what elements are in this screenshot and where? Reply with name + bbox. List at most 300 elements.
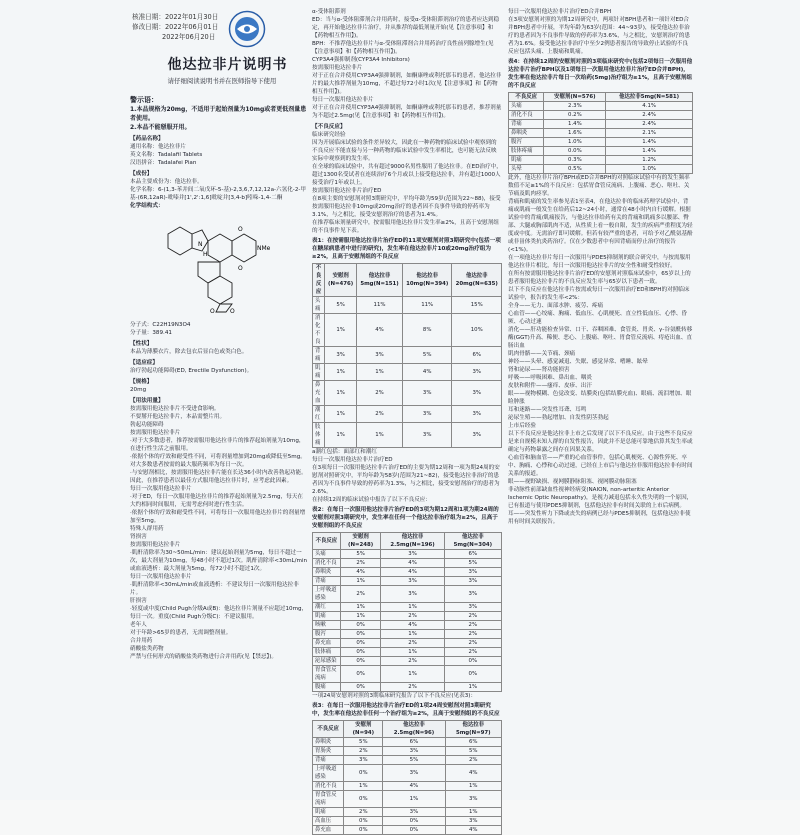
- dosage-line: 不要掰开他达拉非片，本品需整片用。: [130, 414, 226, 420]
- table-cell: 2%: [340, 586, 381, 603]
- composition-heading: 【成份】: [130, 171, 153, 177]
- table-row: [313, 347, 502, 364]
- text-line: 按需服用他达拉非片: [312, 65, 363, 71]
- table-cell: 鼻充血: [313, 826, 344, 835]
- text-line: 肌肉骨骼——关节痛、颈痛: [508, 351, 576, 357]
- table-cell: 消化不良: [313, 314, 325, 347]
- table-row: [313, 612, 502, 621]
- indication-heading: 【适应症】: [130, 360, 158, 366]
- table-cell: 消化不良: [313, 782, 344, 791]
- text-line: 以下不良反应在他达拉非片按需或每日一次服用治疗ED和BPH的对照临床试验中，报告的发生率<2%：: [508, 287, 690, 301]
- table-cell: 0%: [383, 817, 445, 826]
- table-row: [313, 577, 502, 586]
- table-cell: 2%: [444, 621, 501, 630]
- text-line: 在3项每日一次服用他达拉非片治疗ED的主要为期12周和一项为期24周的安慰剂对照研究中，平均年龄为58岁(范围为21~82)，接受他达拉非治疗的患者因为不良事件导致的停药率为1.3%，与之相比，接受安慰剂治疗的患者为2.6%。: [312, 465, 500, 495]
- table-cell: 1%: [344, 782, 383, 791]
- dosage-line: 每日一次服用他达拉非片: [130, 486, 192, 492]
- table-row: [313, 657, 502, 666]
- table-cell: 3%: [444, 603, 501, 612]
- table-cell: 胃食管反流病: [313, 666, 341, 683]
- dosage-line: 硝酸盐类药物: [130, 646, 164, 652]
- svg-text:H: H: [203, 251, 208, 258]
- table-cell: 鼻充血: [313, 381, 325, 406]
- table-cell: 3%: [444, 586, 501, 603]
- adverse-text: [312, 131, 502, 235]
- table-cell: 4%: [340, 568, 381, 577]
- table-row: [313, 666, 502, 683]
- text-line: 眼——视野缺损、视网膜静脉阻塞、视网膜动脉阻塞: [508, 479, 637, 485]
- adverse-table-2: [312, 532, 502, 692]
- table-cell: 2%: [445, 756, 501, 765]
- table-cell: 4%: [383, 782, 445, 791]
- dosage-line: 肾损害: [130, 534, 147, 540]
- table-cell: 咳嗽: [313, 621, 341, 630]
- table-cell: 1%: [357, 364, 403, 381]
- otc-logo-icon: [228, 10, 266, 48]
- table-cell: 4%: [445, 826, 501, 835]
- table-cell: 3%: [445, 817, 501, 826]
- table-cell: 0%: [344, 791, 383, 808]
- table-row: [313, 297, 502, 314]
- table-cell: 1%: [445, 782, 501, 791]
- table-cell: 上呼吸道感染: [313, 765, 344, 782]
- table2-note: 一项24周安慰剂对照的3期临床研究报告了以下不良反应(见表3)：: [312, 693, 477, 699]
- table-cell: 2%: [340, 559, 381, 568]
- text-line: 在推荐临床剂量研究中，按需服用他达拉非片发生率≥2%，且高于安慰剂组的不良事件见下表。: [312, 220, 499, 234]
- table-row: [313, 314, 502, 347]
- table-cell: 4%: [381, 568, 444, 577]
- table-cell: 2.3%: [544, 102, 606, 111]
- table-cell: 1%: [340, 577, 381, 586]
- table-cell: 0%: [383, 826, 445, 835]
- chemical-structure-icon: [158, 214, 271, 315]
- approval-dates: [132, 12, 218, 42]
- table-row: [313, 817, 502, 826]
- table-row: [313, 791, 502, 808]
- text-line: BPH：不推荐他达拉非片与α-受体阻滞剂合并用药治疗良性前列腺增生(见【注意事项】和【药物相互作用】)。: [312, 41, 494, 55]
- warning-heading: 警示语：: [130, 96, 158, 104]
- dosage-line: ·依据个体的疗效和耐受性不同，可将剂量增加到20mg或降低至5mg。对大多数患者按需的最大服药频率为每日一次。: [130, 454, 306, 468]
- table-cell: 泌尿感染: [313, 657, 341, 666]
- text-line: 上市后经验: [508, 423, 536, 429]
- table-cell: 0%: [444, 666, 501, 683]
- table-cell: 4%: [381, 621, 444, 630]
- table-cell: 4%: [357, 314, 403, 347]
- table-row: [509, 120, 693, 129]
- table-cell: 鼻咽炎: [509, 129, 544, 138]
- table-row: [509, 138, 693, 147]
- table-cell: 2%: [444, 648, 501, 657]
- column-2-top-text: [312, 8, 502, 120]
- dosage-line: 特殊人群用药: [130, 526, 164, 532]
- table-cell: 2%: [381, 639, 444, 648]
- table-cell: 5%: [325, 297, 357, 314]
- table-row: [313, 630, 502, 639]
- table-cell: 背痛: [313, 347, 325, 364]
- table-cell: 2%: [381, 683, 444, 692]
- table-row: [313, 648, 502, 657]
- text-line: 心血管——心绞痛、胸痛、低血压、心肌梗死、直立性低血压、心悸、昏厥、心动过速: [508, 311, 688, 325]
- table-header-row: [313, 264, 502, 297]
- table-cell: 2%: [344, 747, 383, 756]
- table-header-row: [313, 533, 502, 550]
- table-cell: 腹痛: [313, 683, 341, 692]
- table1-caption: 表1：在按需服用他达拉非片治疗ED的11项安慰剂对照3期研究中(包括一项在糖尿病患者中进行的研究)，发生率在他达拉非片10或20mg治疗组为≥2%，且高于安慰剂组的不良反应: [312, 238, 501, 260]
- table-cell: 0%: [344, 826, 383, 835]
- spec-text: 20mg: [130, 387, 147, 393]
- table-row: [313, 826, 502, 835]
- table-cell: 0%: [340, 639, 381, 648]
- adverse-table-1: [312, 263, 502, 448]
- table-cell: 0%: [344, 765, 383, 782]
- table-cell: 3%: [381, 586, 444, 603]
- dosage-line: ·肌酐清除率为30~50mL/min：建议起始剂量为5mg，每日不超过一次，最大剂量为10mg，每48小时不超过1次。肌酐清除率<30mL/min或血液透析：最大剂量为5mg，每72小时不超过1次。: [130, 550, 308, 572]
- text-line: 在所有按需服用他达拉非片治疗ED的安慰剂对照临床试验中，65岁以上的患者服用他达拉非片的不良反应发生率与65岁以下患者一致。: [508, 271, 691, 285]
- table-header-cell: 他达拉非10mg(N=394): [402, 264, 452, 297]
- dosage-line: 每日一次服用他达拉非片: [130, 574, 192, 580]
- table-header-cell: 安慰剂(N=248): [340, 533, 381, 550]
- dosage-line: 肝损害: [130, 598, 147, 604]
- text-line: 眼——视物模糊、色觉改变、结膜炎(包括结膜充血)、眼痛、流泪增加、眼睑肿胀: [508, 391, 692, 405]
- table-cell: 腹泻: [313, 630, 341, 639]
- column-2-mid-text: [312, 456, 502, 504]
- dosage-lines: [130, 405, 308, 661]
- document-title: 他达拉非片说明书: [167, 57, 288, 73]
- table-cell: 1%: [325, 381, 357, 406]
- text-line: 皮肤和附件——瘙痒、皮疹、出汗: [508, 383, 592, 389]
- table-cell: 鼻咽炎: [313, 738, 344, 747]
- text-line: 对于正在合并使用CYP3A4强抑制剂，如酮康唑或利托那韦的患者，推荐剂量为不超过2.5mg(见【注意事项】和【药物相互作用】)。: [312, 105, 502, 119]
- text-line: 在一项他达拉非片每日一次服用与PDE5抑制剂的联合研究中，与按需服用他达拉非片相比，每日一次服用他达拉非片的安全性和耐受性较好。: [508, 255, 691, 269]
- text-line: 在3项安慰剂对照的为期12周研究中，两项针对BPH患者和一项针对ED合并BPH患者中开展，平均年龄为63岁(范围：44~93岁)，接受他达拉非治疗的患者因为不良事件导致的停药率为3.6%，与之相比，安慰剂治疗的患者为1.6%。接受他达拉非治疗中至少2例患者报告的导致停止试验的不良反应包括头痛、上腹痛和肌痛。: [508, 17, 691, 55]
- table-cell: 1%: [381, 603, 444, 612]
- text-line: 背痛和肌痛的发生率参见表1至表4，在他达拉非的临床药理学试验中，背痛或肌痛一般发生在给药后12~24小时，通常在48小时内自行缓解。根据试验中的背痛/肌痛报告，与他达拉非给药有关的背痛和肌痛多以腰部、臀部、大腿或胸部肌肉不适，从性质上看一般自限，发生的疾病严重程度为轻度或中度。无需治疗即可缓解。但若有较严重的患者，可给予对乙酰氨基酚或非甾体类抗炎药治疗。仅在少数患者中有因背痛而停止治疗的报告(<1%)。: [508, 199, 693, 253]
- table-cell: 1%: [340, 612, 381, 621]
- table-cell: 15%: [452, 297, 502, 314]
- table-cell: 胃肠炎: [313, 747, 344, 756]
- composition-main: 本品主要成份为：他达拉非。: [130, 179, 203, 185]
- adverse-heading: 【不良反应】: [312, 124, 346, 130]
- table-cell: 6%: [444, 550, 501, 559]
- text-line: 在8项主要的安慰剂对照3期研究中，平均年龄为59岁(范围为22~88)，接受按需服用他达拉非10mg或20mg治疗的患者因不良事件导致的停药率为3.1%，与之相比，接受安慰剂治疗的患者为1.4%。: [312, 196, 501, 218]
- properties-heading: 【性状】: [130, 341, 153, 347]
- column-3-top-text: [508, 8, 693, 56]
- table-cell: 3%: [383, 808, 445, 817]
- table-cell: 头痛: [313, 550, 341, 559]
- table-cell: 4.1%: [606, 102, 693, 111]
- table-row: [313, 364, 502, 381]
- text-line: 非动脉性前部缺血性视神经病变(NAION, non-arteritic Anterior Ischemic Optic Neuropathy)，是视力减退包括永久性失明的一个原因，已有报道与使用PDE5抑制剂，包括他达拉非有时间关联的上市后病例。: [508, 487, 693, 509]
- table-cell: 0.5%: [544, 165, 606, 174]
- table-row: [313, 621, 502, 630]
- table3-caption: 表3：在每日一次服用他达拉非片治疗ED的1项24周安慰剂对照3期研究中，发生率在他达拉非任何一个治疗组为≥2%，且高于安慰剂组的不良反应: [312, 703, 500, 717]
- table-cell: 0%: [344, 817, 383, 826]
- table-row: [509, 165, 693, 174]
- table-header-cell: 不良反应: [509, 93, 544, 102]
- table-header-cell: 他达拉非5mg(N=151): [357, 264, 403, 297]
- text-line: 以下不良反应是他达拉非上市之后发现了以下不良反应。由于这些不良反应是来自规模未知人群的自发性报告，因此并不是总能可靠地估算其发生率或确定与药物暴露之间存在因果关系。: [508, 431, 693, 453]
- table-cell: 1%: [325, 423, 357, 448]
- table-cell: 消化不良: [509, 111, 544, 120]
- table-row: [313, 683, 502, 692]
- text-line: 耳——突发性听力下降或丧失的病例已经与PDE5抑制剂，包括他达拉非使用有时间关联报告。: [508, 511, 691, 525]
- table-cell: 2%: [344, 808, 383, 817]
- column-1: [130, 92, 308, 792]
- table-cell: 腹泻: [509, 138, 544, 147]
- table-cell: 0%: [340, 630, 381, 639]
- svg-text:O: O: [238, 226, 243, 233]
- column-2: [312, 8, 502, 833]
- dosage-line: ·轻度或中度(Child Pugh分级A或B)：他达拉非片剂量不应超过10mg，每日一次。重度(Child Pugh分级C)：不建议服用。: [130, 606, 308, 620]
- table-cell: 0.2%: [544, 111, 606, 120]
- table-cell: 消化不良: [313, 559, 341, 568]
- svg-text:O: O: [238, 265, 243, 272]
- table-row: [313, 568, 502, 577]
- warning-item-1: 1.本品规格为20mg，不适用于起始剂量为10mg或者更低剂量患者使用。: [130, 106, 307, 122]
- table-cell: 8%: [402, 314, 452, 347]
- table-cell: 1.4%: [544, 120, 606, 129]
- table-cell: 5%: [340, 550, 381, 559]
- table-cell: 1%: [445, 808, 501, 817]
- table-cell: 肢体痛: [313, 648, 341, 657]
- table-row: [313, 559, 502, 568]
- text-line: 呼吸——呼吸困难、鼻出血、咽炎: [508, 375, 592, 381]
- table-row: [509, 129, 693, 138]
- text-line: ED：当与α-受体阻滞剂合并用药时，接受α-受体阻滞剂治疗的患者应达到稳定，再开始他达拉非片治疗，并从推荐的最低剂量开始(见【注意事项】和【药物相互作用】)。: [312, 17, 500, 39]
- table-cell: 2%: [357, 406, 403, 423]
- table-row: [509, 156, 693, 165]
- dosage-line: 按需服用他达拉非片: [130, 430, 181, 436]
- table-row: [313, 782, 502, 791]
- table1-note: a潮红包括：面部红和潮红: [312, 449, 377, 455]
- column-3-body-text: [508, 174, 693, 526]
- table-header-cell: 安慰剂(N=476): [325, 264, 357, 297]
- text-line: 全身——无力、面部水肿、疲劳、疼痛: [508, 303, 604, 309]
- molecular-formula: 分子式：C22H19N3O4: [130, 322, 191, 328]
- name-heading: 【药品名称】: [130, 136, 164, 142]
- table-cell: 0%: [340, 683, 381, 692]
- dosage-line: ·与安慰剂相比，按需服用他达拉非片能在长达36小时内改善勃起功能。因此，在推荐患者以最佳方式服用他达拉非片时，应考虑此因素。: [130, 470, 307, 484]
- table-cell: 3%: [325, 347, 357, 364]
- table-cell: 鼻咽炎: [313, 568, 341, 577]
- generic-name: 通用名称：他达拉非片: [130, 144, 186, 150]
- table-cell: 肌痛: [313, 364, 325, 381]
- approved-date: 核准日期：2022年01月30日: [132, 13, 219, 21]
- table-row: [313, 765, 502, 782]
- warning-item-2: 2.本品不能掰服开用。: [130, 124, 191, 131]
- table-header-cell: 他达拉非2.5mg(N=96): [383, 721, 445, 738]
- table-cell: 2%: [444, 612, 501, 621]
- table-cell: 0%: [340, 657, 381, 666]
- chem-name: 6-(1,3-苯并间二氧戊环-5-基)-2,3,6,7,12,12a-六氢化-2-甲基-(6R,12aR)-吡嗪并[1',2':1,6]吡啶并[3,4-b]吲哚-1,4-二酮: [130, 187, 306, 201]
- table-cell: 1%: [444, 683, 501, 692]
- table-cell: 2.4%: [606, 111, 693, 120]
- table-cell: 3%: [444, 568, 501, 577]
- table-cell: 11%: [357, 297, 403, 314]
- text-line: CYP3A4强抑制剂(CYP3A4 Inhibitors): [312, 57, 410, 63]
- table-cell: 0%: [444, 657, 501, 666]
- table-cell: 1.4%: [606, 138, 693, 147]
- table-cell: 背痛: [509, 120, 544, 129]
- dosage-line: 严禁与任何形式的硝酸盐类药物进行合并用药(见【禁忌】)。: [130, 654, 278, 660]
- text-line: 耳和迷路——突发性耳聋、耳鸣: [508, 407, 587, 413]
- table-header-cell: 他达拉非2.5mg(N=196): [381, 533, 444, 550]
- dosage-line: 老年人: [130, 622, 147, 628]
- table-row: [313, 639, 502, 648]
- text-line: 按需服用他达拉非片治疗ED: [312, 188, 382, 194]
- table-cell: 头痛: [509, 102, 544, 111]
- text-line: 神经——头晕、感觉减退、失眠、感觉异常、嗜睡、眩晕: [508, 359, 648, 365]
- table-cell: 3%: [452, 406, 502, 423]
- properties-text: 本品为薄膜衣片，除去包衣后显白色或类白色。: [130, 349, 248, 355]
- table-cell: 3%: [402, 406, 452, 423]
- table-cell: 5%: [344, 738, 383, 747]
- table-cell: 2%: [381, 612, 444, 621]
- table-header-row: [509, 93, 693, 102]
- text-line: 每日一次服用他达拉非片: [312, 97, 374, 103]
- table-cell: 1%: [325, 406, 357, 423]
- text-line: 在持续12周的临床试验中报告了以下不良反应：: [312, 497, 431, 503]
- molecular-weight: 分子量：389.41: [130, 330, 172, 336]
- text-line: 临床研究经验: [312, 132, 346, 138]
- table-cell: 肢体痛: [313, 423, 325, 448]
- text-line: 泌尿生殖——勃起增加、自发性阴茎勃起: [508, 415, 609, 421]
- table-cell: 鼻充血: [313, 639, 341, 648]
- table2-caption: 表2：在每日一次服用他达拉非片治疗ED的3项为期12周和1项为期24周的安慰剂对照3期研究中，发生率在任何一个他达拉非治疗组为≥2%，且高于安慰剂组的不良反应: [312, 507, 499, 529]
- table-cell: 肌痛: [313, 612, 341, 621]
- modified-date-2: 2022年06月20日: [162, 33, 216, 41]
- table-cell: 5%: [444, 559, 501, 568]
- table-cell: 1.0%: [606, 165, 693, 174]
- table-cell: 2%: [381, 657, 444, 666]
- table-cell: 1.6%: [544, 129, 606, 138]
- table-cell: 肌痛: [509, 156, 544, 165]
- table-cell: 5%: [383, 756, 445, 765]
- table-cell: 高血压: [313, 817, 344, 826]
- table-row: [509, 102, 693, 111]
- table-cell: 3%: [452, 364, 502, 381]
- table-cell: 肢体疼痛: [509, 147, 544, 156]
- table-row: [313, 603, 502, 612]
- table-header-cell: 他达拉非5mg(N=581): [606, 93, 693, 102]
- dosage-line: ·对于ED，每日一次服用他达拉非片的推荐起始剂量为2.5mg，每天在大约相同时间服用，无需考虑何时进行性生活。: [130, 494, 303, 508]
- english-name: 英文名称：Tadalafil Tablets: [130, 152, 203, 158]
- svg-text:O: O: [210, 308, 215, 315]
- table-cell: 3%: [383, 747, 445, 756]
- table-header-cell: 不良反应: [313, 721, 344, 738]
- pinyin-name: 汉语拼音：Tadalafei Pian: [130, 160, 197, 166]
- adverse-table-4: [508, 92, 693, 174]
- table-cell: 2%: [444, 639, 501, 648]
- table-cell: 5%: [445, 747, 501, 756]
- table-cell: 3%: [445, 791, 501, 808]
- table-cell: 4%: [402, 364, 452, 381]
- text-line: 因为开展临床试验的条件差异较大，因此在一种药物的临床试验中观察到的不良反应不能直接与另一种药物的临床试验中发生率相比，也可能无法反映实际中观察到的发生率。: [312, 140, 497, 162]
- table-row: [509, 111, 693, 120]
- table-cell: 1%: [381, 648, 444, 657]
- table-row: [313, 808, 502, 817]
- adverse-table-3: [312, 720, 502, 835]
- table-cell: 3%: [444, 577, 501, 586]
- table-row: [313, 406, 502, 423]
- table-row: [313, 423, 502, 448]
- text-line: 每日一次服用他达拉非片治疗ED合并BPH: [508, 9, 612, 15]
- table-cell: 2%: [444, 630, 501, 639]
- svg-text:N: N: [198, 241, 203, 248]
- table-cell: 上呼吸道感染: [313, 586, 341, 603]
- table-cell: 1%: [357, 423, 403, 448]
- table-cell: 头晕: [509, 165, 544, 174]
- table-cell: 11%: [402, 297, 452, 314]
- table-cell: 1%: [383, 791, 445, 808]
- table-cell: 3%: [344, 756, 383, 765]
- table-cell: 3%: [452, 423, 502, 448]
- table-cell: 0.3%: [544, 156, 606, 165]
- table-cell: 0.0%: [544, 147, 606, 156]
- table-row: [313, 738, 502, 747]
- indication-text: 治疗勃起功能障碍(ED, Erectile Dysfunction)。: [130, 368, 253, 374]
- table-cell: 肌痛: [313, 808, 344, 817]
- table-header-row: [313, 721, 502, 738]
- table-cell: 胃食管反流病: [313, 791, 344, 808]
- text-line: 每日一次服用他达拉非片治疗ED: [312, 457, 393, 463]
- table-row: [313, 381, 502, 406]
- spec-heading: 【规格】: [130, 379, 153, 385]
- dosage-line: 对于年龄>65岁的患者，无需调整剂量。: [130, 630, 232, 636]
- table-cell: 3%: [357, 347, 403, 364]
- table-cell: 1.0%: [544, 138, 606, 147]
- table-cell: 1%: [325, 314, 357, 347]
- table-cell: 1.4%: [606, 147, 693, 156]
- table-cell: 5%: [402, 347, 452, 364]
- table-row: [313, 550, 502, 559]
- svg-text:NMe: NMe: [257, 245, 271, 252]
- table-cell: 6%: [445, 738, 501, 747]
- table-cell: 1.2%: [606, 156, 693, 165]
- text-line: 消化——肝功能检查异常、口干、吞咽困难、食管炎、胃炎、γ-谷氨酰转移酶(GGT)升高、稀便、恶心、上腹痛、呕吐、胃食管反流病、痔疮出血、直肠出血: [508, 327, 693, 349]
- dosage-line: ·依据个体的疗效和耐受性不同，可将每日一次服用他达拉非片的剂量增加至5mg。: [130, 510, 306, 524]
- table-cell: 头痛: [313, 297, 325, 314]
- table-row: [313, 586, 502, 603]
- dosage-line: ·肌酐清除率<30mL/min或血液透析：不建议每日一次服用他达拉非片。: [130, 582, 299, 596]
- modified-date-1: 修改日期：2022年06月01日: [132, 23, 219, 31]
- table-cell: 3%: [402, 423, 452, 448]
- document-subtitle: 请仔细阅读说明书并在医师指导下使用: [167, 77, 277, 85]
- table-cell: 1%: [340, 603, 381, 612]
- table-cell: 背痛: [313, 756, 344, 765]
- table-cell: 3%: [381, 550, 444, 559]
- table-cell: 潮红: [313, 603, 341, 612]
- dosage-line: 按需服用他达拉非片: [130, 542, 181, 548]
- chem-label: 化学名称：: [130, 187, 158, 193]
- table-header-cell: 不良反应: [313, 533, 341, 550]
- table-cell: 0%: [340, 666, 381, 683]
- table-row: [313, 747, 502, 756]
- table4-caption: 表4：在持续12周的安慰剂对照的3项临床研究中(包括2项每日一次服用他达拉非片治疗BPH以及1项每日一次服用他达拉非片治疗ED合并BPH)，发生率在他达拉非片每日一次给药(5mg)治疗组为≥1%，且高于安慰剂组的不良反应: [508, 59, 693, 89]
- dosage-line: 按需服用他达拉非片不受进食影响。: [130, 406, 220, 412]
- svg-text:O: O: [230, 308, 235, 315]
- table-cell: 6%: [383, 738, 445, 747]
- dosage-heading: 【用法用量】: [130, 398, 164, 404]
- table-cell: 1%: [325, 364, 357, 381]
- table-cell: 4%: [445, 765, 501, 782]
- table-row: [313, 756, 502, 765]
- table-header-cell: 不良反应: [313, 264, 325, 297]
- table-row: [509, 147, 693, 156]
- table-cell: 1%: [381, 630, 444, 639]
- table-header-cell: 安慰剂(N=94): [344, 721, 383, 738]
- text-line: 对于正在合并使用CYP3A4强抑制剂，如酮康唑或利托那韦的患者，他达拉非片的最大推荐剂量为10mg，不超过每72小时1次(见【注意事项】和【药物相互作用】)。: [312, 73, 502, 95]
